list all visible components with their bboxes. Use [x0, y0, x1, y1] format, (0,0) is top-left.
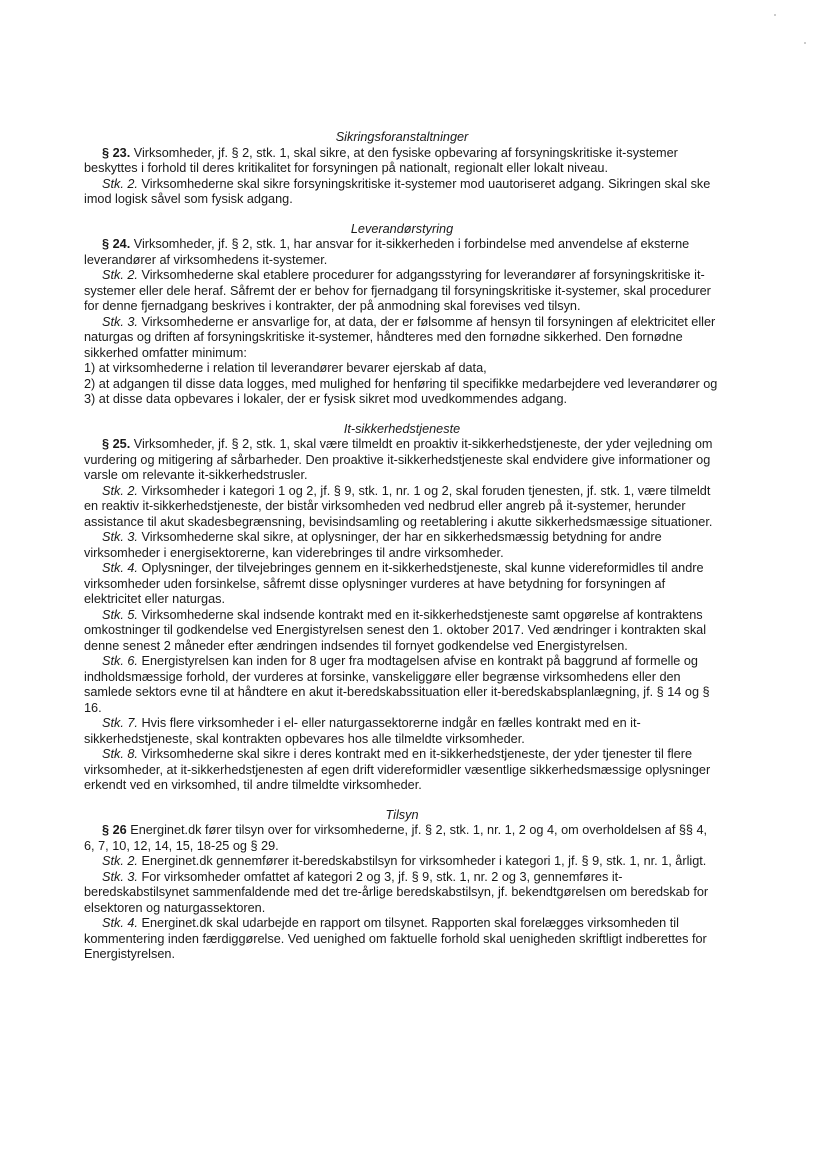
paragraph-text: Virksomhederne skal indsende kontrakt med en it-sikkerhedstjeneste samt opgørelse af kontraktens omkostninger til godkendelse ved Energistyrelsen senest den 1. oktober 2017. Ved ændringer i kontrakten skal denne senest 2 måneder efter ændringen indsendes til fornyet godkendelse ved Energistyrelsen. [84, 607, 707, 653]
subsection-label: Stk. 2. [102, 268, 138, 282]
paragraph-text: Energinet.dk skal udarbejde en rapport om tilsynet. Rapporten skal forelægges virksomheden til kommentering inden færdiggørelse. Ved uenighed om faktuelle forhold skal uenigheden skriftligt indberettes for Energistyrelsen. [84, 916, 707, 961]
section-number: § 25. [102, 437, 131, 451]
document-page [84, 130, 720, 977]
paragraph-text: Hvis flere virksomheder i el- eller naturgassektorerne indgår en fælles kontrakt med en it-sikkerhedstjeneste, skal kontrakten opbevares hos alle tilmeldte virksomheder. [84, 716, 641, 746]
paragraph-text: For virksomheder omfattet af kategori 2 og 3, jf. § 9, stk. 1, nr. 2 og 3, gennemføres it-beredskabstilsynet sammenfaldende med det tre-årlige beredskabstilsyn, jf. bekendtgørelsen om beredskab for elsektoren og naturgassektoren. [84, 869, 709, 915]
paragraph-text: Virksomheder, jf. § 2, stk. 1, har ansvar for it-sikkerheden i forbindelse med anvendelse af eksterne leverandører af virksomhedens it-systemer. [84, 237, 690, 267]
subsection-label: Stk. 4. [102, 916, 138, 930]
paragraph-text: Virksomhederne skal sikre, at oplysninger, der har en sikkerhedsmæssig betydning for andre virksomheder i energisektorerne, kan viderebringes til andre virksomheder. [84, 530, 662, 560]
paragraph [84, 177, 720, 208]
section-heading: It-sikkerhedstjeneste [343, 421, 461, 436]
paragraph-text: Virksomhederne er ansvarlige for, at data, der er følsomme af hensyn til forsyningen af elektricitet eller naturgas og driften af forsyningskritiske it-systemer, håndteres med den fornødne sikkerhed. Den fornødne sikkerhed omfatter minimum: [84, 314, 716, 360]
subsection-label: Stk. 2. [102, 854, 138, 868]
subsection-label: Stk. 8. [102, 747, 138, 761]
paragraph [84, 392, 720, 408]
paragraph-text: Virksomheder i kategori 1 og 2, jf. § 9, stk. 1, nr. 1 og 2, skal foruden tjenesten, jf. stk. 1, være tilmeldt en reaktiv it-sikkerhedstjeneste, der bistår virksomheden ved nedbrud eller angreb på it-systemer, herunder assistance til akut skadesbegrænsning, bevisindsamling og reetablering i akutte sikkerhedsmæssige situationer. [84, 483, 713, 529]
paragraph-text: Virksomhederne skal etablere procedurer for adgangsstyring for leverandører af forsyningskritiske it-systemer eller dele heraf. Såfremt der er behov for fjernadgang til forsyningskritiske it-systemer, skal procedurer for denne fjernadgang beskrives i kontrakter, der på anmodning skal forevises ved tilsyn. [84, 268, 711, 313]
section [84, 422, 720, 794]
scan-speck [774, 14, 776, 16]
paragraph-text: Energinet.dk fører tilsyn over for virksomhederne, jf. § 2, stk. 1, nr. 1, 2 og 4, om overholdelsen af §§ 4, 6, 7, 10, 12, 14, 15, 18-25 og § 29. [84, 823, 708, 853]
paragraph-text: Virksomhederne skal sikre forsyningskritiske it-systemer mod uautoriseret adgang. Sikringen skal ske imod logisk såvel som fysisk adgang. [84, 176, 711, 206]
subsection-label: Stk. 3. [102, 314, 138, 329]
paragraph [84, 823, 720, 854]
paragraph [84, 315, 720, 362]
section-heading: Sikringsforanstaltninger [335, 130, 469, 144]
paragraph [84, 916, 720, 963]
section-number: § 24. [102, 237, 131, 251]
paragraph [84, 530, 720, 561]
paragraph-text: Oplysninger, der tilvejebringes gennem en it-sikkerhedstjeneste, skal kunne videreformidles til andre virksomheder uden forsinkelse, såfremt disse oplysninger vurderes at have betydning for forsyningen af elektricitet eller naturgas. [84, 561, 704, 606]
paragraph-text: Virksomheder, jf. § 2, stk. 1, skal sikre, at den fysiske opbevaring af forsyningskritiske it-systemer beskyttes i forhold til deres kritikalitet for forsyningen på nationalt, regionalt eller lokalt niveau. [84, 145, 678, 175]
paragraph [84, 747, 720, 794]
paragraph-text: Virksomheder, jf. § 2, stk. 1, skal være tilmeldt en proaktiv it-sikkerhedstjeneste, der yder vejledning om vurdering og mitigering af sårbarheder. Den proaktive it-sikkerhedstjeneste skal endvidere give informationer og varsle om relevante it-sikkerhedstrusler. [84, 437, 713, 482]
subsection-label: Stk. 4. [102, 561, 138, 575]
subsection-label: Stk. 3. [102, 869, 138, 884]
section [84, 130, 720, 208]
paragraph [84, 870, 720, 917]
scan-speck [804, 42, 806, 44]
paragraph-text: 1) at virksomhederne i relation til leverandører bevarer ejerskab af data, [84, 361, 487, 375]
paragraph [84, 361, 720, 377]
section-number: § 26 [102, 823, 127, 837]
paragraph [84, 377, 720, 393]
paragraph-text: 2) at adgangen til disse data logges, med mulighed for henføring til specifikke medarbejdere ved leverandører og [84, 376, 718, 391]
subsection-label: Stk. 7. [102, 716, 138, 730]
paragraph [84, 561, 720, 608]
subsection-label: Stk. 2. [102, 483, 138, 498]
paragraph [84, 854, 720, 870]
paragraph [84, 484, 720, 531]
paragraph [84, 237, 720, 268]
paragraph-text: Energinet.dk gennemfører it-beredskabstilsyn for virksomheder i kategori 1, jf. § 9, stk. 1, nr. 1, årligt. [137, 854, 707, 868]
paragraph [84, 716, 720, 747]
paragraph [84, 146, 720, 177]
subsection-label: Stk. 5. [102, 607, 138, 622]
section-number: § 23. [102, 145, 131, 160]
paragraph [84, 654, 720, 716]
paragraph-text: Energistyrelsen kan inden for 8 uger fra modtagelsen afvise en kontrakt på baggrund af formelle og indholdsmæssige forhold, der vurderes at forsinke, vanskeliggøre eller begrænse virksomhedens eller den samlede sektors evne til at håndtere en akut it-beredskabssituation eller it-beredskabsplanlægning, jf. § 14 og § 16. [84, 654, 710, 715]
paragraph [84, 437, 720, 484]
section [84, 808, 720, 963]
subsection-label: Stk. 3. [102, 530, 138, 544]
paragraph-text: Virksomhederne skal sikre i deres kontrakt med en it-sikkerhedstjeneste, der yder tjenester til flere virksomheder, at it-sikkerhedstjenesten af egen drift videreformidler væsentlige sikkerhedsmæssige oplysninger erkendt ved en virksomhed, til andre tilmeldte virksomheder. [84, 747, 711, 792]
section-heading: Leverandørstyring [350, 221, 454, 236]
paragraph [84, 268, 720, 315]
subsection-label: Stk. 6. [102, 654, 138, 668]
paragraph-text: 3) at disse data opbevares i lokaler, der er fysisk sikret mod uvedkommendes adgang. [84, 392, 568, 406]
paragraph [84, 608, 720, 655]
subsection-label: Stk. 2. [102, 176, 138, 191]
section-heading: Tilsyn [385, 807, 419, 822]
section [84, 222, 720, 408]
